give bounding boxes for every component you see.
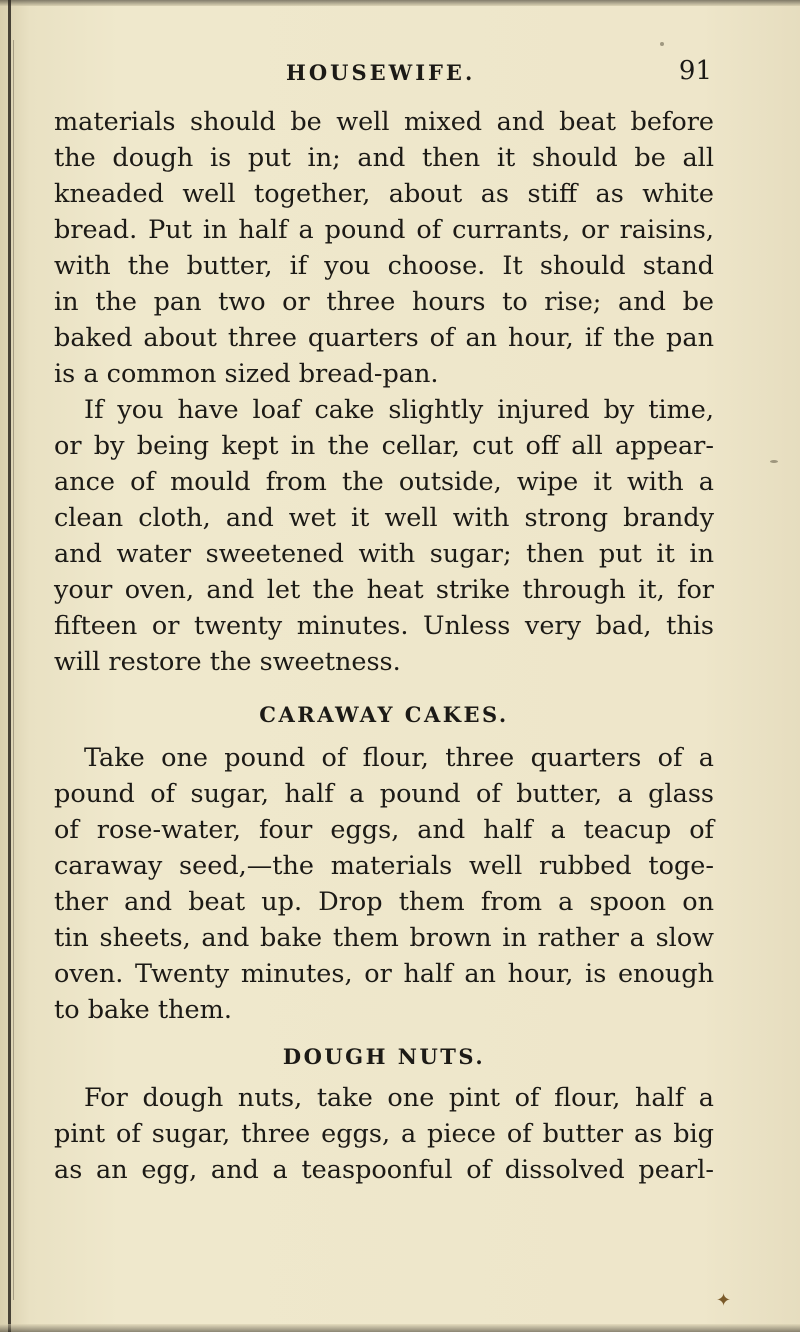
text-line: ance of mould from the outside, wipe it with a — [54, 467, 714, 497]
text-line: fifteen or twenty minutes. Unless very bad, this — [54, 611, 714, 641]
binding-edge — [8, 0, 11, 1332]
text-line: your oven, and let the heat strike through it, for — [54, 575, 714, 605]
text-line: kneaded well together, about as stiff as white — [54, 179, 714, 209]
page-top-edge — [0, 0, 800, 6]
page-bottom-edge — [0, 1324, 800, 1332]
text-line: of rose-water, four eggs, and half a teacup of — [54, 815, 714, 845]
text-line: If you have loaf cake slightly injured by time, — [84, 395, 714, 425]
text-line: Take one pound of flour, three quarters of a — [84, 743, 714, 773]
text-line: or by being kept in the cellar, cut off all appear- — [54, 431, 714, 461]
binding-shadow — [13, 40, 14, 1300]
section-heading-caraway-cakes: CARAWAY CAKES. — [259, 702, 509, 727]
text-line: materials should be well mixed and beat before — [54, 107, 714, 137]
text-line: oven. Twenty minutes, or half an hour, is enough — [54, 959, 714, 989]
paragraph-caraway-cakes — [54, 740, 714, 1028]
text-line: the dough is put in; and then it should be all — [54, 143, 714, 173]
paper-speck — [770, 460, 778, 463]
paragraph-continuation — [54, 104, 714, 392]
text-line: clean cloth, and wet it well with strong brandy — [54, 503, 714, 533]
text-line: and water sweetened with sugar; then put it in — [54, 539, 714, 569]
text-line: is a common sized bread-pan. — [54, 359, 439, 389]
text-line: For dough nuts, take one pint of flour, half a — [84, 1083, 714, 1113]
text-line: as an egg, and a teaspoonful of dissolved pearl- — [54, 1155, 714, 1185]
paragraph-dough-nuts — [54, 1080, 714, 1188]
paper-speck — [660, 42, 664, 46]
text-line: in the pan two or three hours to rise; and be — [54, 287, 714, 317]
text-line: caraway seed,—the materials well rubbed toge- — [54, 851, 714, 881]
running-head — [54, 56, 712, 90]
running-title: HOUSEWIFE. — [286, 60, 476, 85]
text-line: baked about three quarters of an hour, if the pan — [54, 323, 714, 353]
text-line: ther and beat up. Drop them from a spoon on — [54, 887, 714, 917]
text-block — [54, 104, 714, 1188]
text-line: pound of sugar, half a pound of butter, a glass — [54, 779, 714, 809]
text-line: will restore the sweetness. — [54, 647, 401, 677]
text-line: bread. Put in half a pound of currants, or raisins, — [54, 215, 714, 245]
section-heading-dough-nuts: DOUGH NUTS. — [282, 1044, 486, 1069]
page-number: 91 — [678, 56, 712, 86]
paragraph-loaf-cake — [54, 392, 714, 680]
text-line: with the butter, if you choose. It should stand — [54, 251, 714, 281]
text-line: to bake them. — [54, 995, 232, 1025]
text-line: tin sheets, and bake them brown in rather a slow — [54, 923, 714, 953]
text-line: pint of sugar, three eggs, a piece of butter as big — [54, 1119, 714, 1149]
foxing-mark-icon: ✦ — [716, 1290, 732, 1311]
